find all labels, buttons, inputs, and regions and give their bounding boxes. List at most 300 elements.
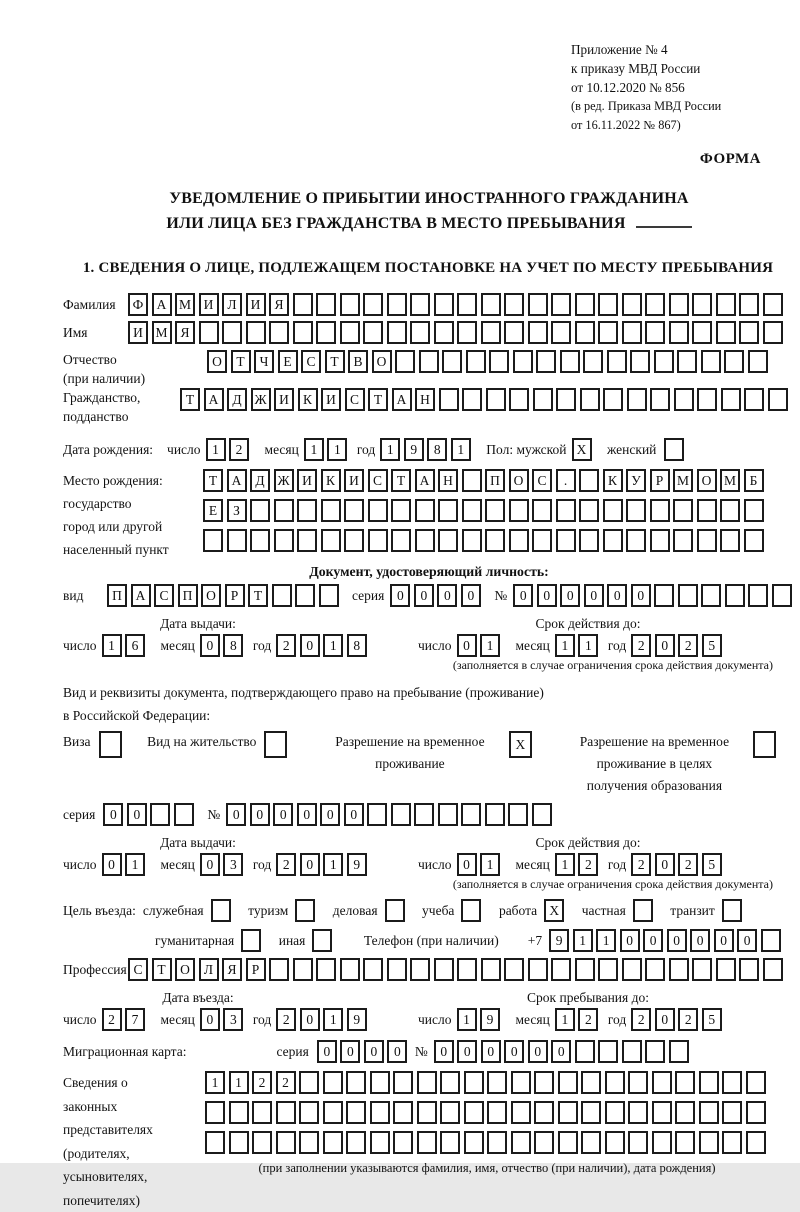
char-box[interactable]: С — [368, 469, 388, 492]
char-box[interactable]: 0 — [690, 929, 710, 952]
char-box[interactable]: 2 — [276, 634, 296, 657]
char-box[interactable] — [654, 350, 674, 373]
char-box[interactable]: 0 — [273, 803, 293, 826]
char-box[interactable]: 8 — [347, 634, 367, 657]
char-box[interactable] — [528, 321, 548, 344]
char-box[interactable] — [675, 1071, 695, 1094]
char-box[interactable] — [556, 529, 576, 552]
char-box[interactable] — [575, 321, 595, 344]
char-box[interactable] — [607, 350, 627, 373]
char-box[interactable] — [744, 388, 764, 411]
char-box[interactable]: И — [274, 388, 294, 411]
char-box[interactable]: 0 — [200, 634, 220, 657]
char-box[interactable]: 1 — [573, 929, 593, 952]
char-box[interactable] — [340, 321, 360, 344]
char-box[interactable] — [721, 388, 741, 411]
char-box[interactable]: И — [344, 469, 364, 492]
char-box[interactable] — [340, 293, 360, 316]
char-box[interactable] — [481, 958, 501, 981]
char-box[interactable] — [462, 469, 482, 492]
char-box[interactable]: 9 — [347, 1008, 367, 1031]
char-box[interactable] — [558, 1131, 578, 1154]
char-box[interactable] — [440, 1071, 460, 1094]
char-box[interactable] — [509, 388, 529, 411]
char-box[interactable] — [487, 1131, 507, 1154]
char-box[interactable]: X — [572, 438, 592, 461]
char-box[interactable] — [344, 499, 364, 522]
char-box[interactable] — [746, 1101, 766, 1124]
char-box[interactable]: 1 — [323, 634, 343, 657]
char-box[interactable]: Т — [231, 350, 251, 373]
char-box[interactable]: X — [544, 899, 564, 922]
char-box[interactable]: 1 — [102, 634, 122, 657]
char-box[interactable] — [264, 731, 287, 758]
char-box[interactable]: Р — [650, 469, 670, 492]
char-box[interactable]: Н — [415, 388, 435, 411]
char-box[interactable] — [650, 499, 670, 522]
char-box[interactable]: 0 — [457, 1040, 477, 1063]
char-box[interactable] — [295, 899, 315, 922]
char-box[interactable] — [511, 1131, 531, 1154]
char-box[interactable]: 1 — [229, 1071, 249, 1094]
char-box[interactable]: С — [532, 469, 552, 492]
char-box[interactable] — [417, 1131, 437, 1154]
char-box[interactable] — [645, 293, 665, 316]
char-box[interactable]: 0 — [461, 584, 481, 607]
char-box[interactable]: И — [297, 469, 317, 492]
char-box[interactable] — [321, 529, 341, 552]
char-box[interactable]: М — [673, 469, 693, 492]
char-box[interactable]: Т — [248, 584, 268, 607]
char-box[interactable] — [438, 803, 458, 826]
char-box[interactable]: Б — [744, 469, 764, 492]
char-box[interactable] — [462, 388, 482, 411]
char-box[interactable] — [699, 1101, 719, 1124]
char-box[interactable] — [462, 529, 482, 552]
char-box[interactable]: О — [509, 469, 529, 492]
char-box[interactable] — [323, 1101, 343, 1124]
char-box[interactable] — [645, 1040, 665, 1063]
char-box[interactable]: И — [246, 293, 266, 316]
char-box[interactable]: 1 — [555, 634, 575, 657]
char-box[interactable]: 3 — [223, 1008, 243, 1031]
char-box[interactable] — [316, 321, 336, 344]
char-box[interactable] — [344, 529, 364, 552]
char-box[interactable] — [504, 293, 524, 316]
char-box[interactable] — [551, 958, 571, 981]
char-box[interactable] — [461, 899, 481, 922]
char-box[interactable] — [393, 1131, 413, 1154]
char-box[interactable]: Л — [222, 293, 242, 316]
char-box[interactable]: 5 — [702, 634, 722, 657]
char-box[interactable] — [575, 293, 595, 316]
char-box[interactable]: 2 — [276, 1071, 296, 1094]
char-box[interactable] — [99, 731, 122, 758]
char-box[interactable]: У — [626, 469, 646, 492]
char-box[interactable]: 0 — [364, 1040, 384, 1063]
char-box[interactable] — [269, 958, 289, 981]
char-box[interactable]: 0 — [297, 803, 317, 826]
char-box[interactable] — [532, 529, 552, 552]
char-box[interactable] — [346, 1131, 366, 1154]
char-box[interactable] — [370, 1101, 390, 1124]
char-box[interactable] — [319, 584, 339, 607]
char-box[interactable] — [457, 958, 477, 981]
char-box[interactable] — [630, 350, 650, 373]
char-box[interactable] — [346, 1101, 366, 1124]
char-box[interactable] — [532, 499, 552, 522]
char-box[interactable] — [466, 350, 486, 373]
char-box[interactable] — [438, 529, 458, 552]
char-box[interactable]: 0 — [457, 634, 477, 657]
char-box[interactable] — [462, 499, 482, 522]
char-box[interactable] — [370, 1071, 390, 1094]
char-box[interactable] — [393, 1101, 413, 1124]
char-box[interactable] — [598, 321, 618, 344]
char-box[interactable] — [722, 1131, 742, 1154]
char-box[interactable] — [295, 584, 315, 607]
char-box[interactable] — [556, 499, 576, 522]
char-box[interactable]: 0 — [481, 1040, 501, 1063]
char-box[interactable] — [415, 529, 435, 552]
char-box[interactable] — [622, 1040, 642, 1063]
char-box[interactable] — [575, 1040, 595, 1063]
char-box[interactable] — [674, 388, 694, 411]
char-box[interactable]: З — [227, 499, 247, 522]
char-box[interactable]: 0 — [643, 929, 663, 952]
char-box[interactable]: 0 — [390, 584, 410, 607]
char-box[interactable] — [393, 1071, 413, 1094]
char-box[interactable]: Я — [269, 293, 289, 316]
char-box[interactable] — [485, 803, 505, 826]
char-box[interactable] — [457, 293, 477, 316]
char-box[interactable]: Т — [152, 958, 172, 981]
char-box[interactable] — [410, 293, 430, 316]
char-box[interactable] — [748, 350, 768, 373]
char-box[interactable] — [677, 350, 697, 373]
char-box[interactable]: Ж — [251, 388, 271, 411]
char-box[interactable] — [410, 958, 430, 981]
char-box[interactable]: 0 — [102, 853, 122, 876]
char-box[interactable] — [391, 529, 411, 552]
char-box[interactable] — [293, 293, 313, 316]
char-box[interactable]: 0 — [127, 803, 147, 826]
char-box[interactable] — [269, 321, 289, 344]
char-box[interactable]: 0 — [631, 584, 651, 607]
char-box[interactable]: П — [178, 584, 198, 607]
char-box[interactable] — [652, 1071, 672, 1094]
char-box[interactable] — [744, 529, 764, 552]
char-box[interactable] — [487, 1101, 507, 1124]
char-box[interactable] — [205, 1101, 225, 1124]
char-box[interactable] — [645, 958, 665, 981]
char-box[interactable] — [534, 1071, 554, 1094]
char-box[interactable] — [692, 321, 712, 344]
char-box[interactable]: 0 — [340, 1040, 360, 1063]
char-box[interactable] — [509, 499, 529, 522]
char-box[interactable]: 1 — [578, 634, 598, 657]
char-box[interactable] — [481, 293, 501, 316]
char-box[interactable]: Д — [227, 388, 247, 411]
char-box[interactable] — [227, 529, 247, 552]
char-box[interactable]: Т — [391, 469, 411, 492]
char-box[interactable] — [579, 469, 599, 492]
char-box[interactable]: 0 — [667, 929, 687, 952]
char-box[interactable] — [485, 499, 505, 522]
char-box[interactable] — [417, 1101, 437, 1124]
char-box[interactable]: 0 — [560, 584, 580, 607]
char-box[interactable] — [722, 1071, 742, 1094]
char-box[interactable] — [442, 350, 462, 373]
char-box[interactable]: Т — [203, 469, 223, 492]
char-box[interactable]: 0 — [551, 1040, 571, 1063]
char-box[interactable]: 9 — [549, 929, 569, 952]
char-box[interactable] — [150, 803, 170, 826]
char-box[interactable]: А — [227, 469, 247, 492]
char-box[interactable] — [716, 321, 736, 344]
char-box[interactable]: 2 — [229, 438, 249, 461]
char-box[interactable] — [622, 958, 642, 981]
char-box[interactable] — [316, 293, 336, 316]
char-box[interactable] — [697, 388, 717, 411]
char-box[interactable] — [241, 929, 261, 952]
char-box[interactable] — [558, 1071, 578, 1094]
char-box[interactable] — [440, 1101, 460, 1124]
char-box[interactable] — [678, 584, 698, 607]
char-box[interactable] — [725, 584, 745, 607]
char-box[interactable]: 5 — [702, 853, 722, 876]
char-box[interactable] — [434, 958, 454, 981]
char-box[interactable] — [340, 958, 360, 981]
char-box[interactable] — [461, 803, 481, 826]
char-box[interactable] — [509, 529, 529, 552]
char-box[interactable] — [768, 388, 788, 411]
char-box[interactable] — [199, 321, 219, 344]
char-box[interactable] — [628, 1131, 648, 1154]
char-box[interactable] — [724, 350, 744, 373]
char-box[interactable]: 0 — [226, 803, 246, 826]
char-box[interactable] — [250, 529, 270, 552]
char-box[interactable]: И — [321, 388, 341, 411]
char-box[interactable]: О — [372, 350, 392, 373]
char-box[interactable]: 0 — [737, 929, 757, 952]
char-box[interactable] — [583, 350, 603, 373]
char-box[interactable] — [481, 321, 501, 344]
char-box[interactable] — [675, 1101, 695, 1124]
char-box[interactable] — [312, 929, 332, 952]
char-box[interactable] — [387, 958, 407, 981]
char-box[interactable] — [622, 321, 642, 344]
char-box[interactable] — [598, 293, 618, 316]
char-box[interactable] — [293, 321, 313, 344]
char-box[interactable] — [673, 529, 693, 552]
char-box[interactable]: 0 — [300, 1008, 320, 1031]
char-box[interactable] — [669, 1040, 689, 1063]
char-box[interactable] — [669, 321, 689, 344]
char-box[interactable]: 5 — [702, 1008, 722, 1031]
char-box[interactable] — [346, 1071, 366, 1094]
char-box[interactable]: 7 — [125, 1008, 145, 1031]
char-box[interactable]: К — [321, 469, 341, 492]
char-box[interactable] — [746, 1071, 766, 1094]
char-box[interactable]: П — [107, 584, 127, 607]
char-box[interactable] — [368, 529, 388, 552]
char-box[interactable] — [368, 499, 388, 522]
char-box[interactable] — [440, 1131, 460, 1154]
char-box[interactable] — [720, 499, 740, 522]
char-box[interactable]: 1 — [480, 853, 500, 876]
char-box[interactable] — [650, 388, 670, 411]
char-box[interactable]: С — [345, 388, 365, 411]
char-box[interactable]: 1 — [205, 1071, 225, 1094]
char-box[interactable] — [761, 929, 781, 952]
char-box[interactable] — [622, 293, 642, 316]
char-box[interactable] — [410, 321, 430, 344]
char-box[interactable]: 2 — [631, 634, 651, 657]
char-box[interactable] — [276, 1101, 296, 1124]
char-box[interactable]: 1 — [206, 438, 226, 461]
char-box[interactable]: 0 — [457, 853, 477, 876]
char-box[interactable] — [603, 499, 623, 522]
char-box[interactable] — [699, 1131, 719, 1154]
char-box[interactable]: 3 — [223, 853, 243, 876]
char-box[interactable] — [274, 529, 294, 552]
char-box[interactable] — [692, 293, 712, 316]
char-box[interactable]: 0 — [387, 1040, 407, 1063]
char-box[interactable] — [598, 958, 618, 981]
char-box[interactable] — [323, 1071, 343, 1094]
char-box[interactable] — [297, 499, 317, 522]
char-box[interactable] — [669, 293, 689, 316]
char-box[interactable] — [697, 499, 717, 522]
char-box[interactable]: Л — [199, 958, 219, 981]
char-box[interactable] — [628, 1101, 648, 1124]
char-box[interactable]: 0 — [320, 803, 340, 826]
char-box[interactable]: 0 — [344, 803, 364, 826]
char-box[interactable]: 1 — [327, 438, 347, 461]
char-box[interactable]: С — [128, 958, 148, 981]
char-box[interactable]: 2 — [578, 853, 598, 876]
char-box[interactable] — [363, 321, 383, 344]
char-box[interactable]: О — [697, 469, 717, 492]
char-box[interactable] — [415, 499, 435, 522]
char-box[interactable] — [414, 803, 434, 826]
char-box[interactable] — [387, 293, 407, 316]
char-box[interactable] — [739, 958, 759, 981]
char-box[interactable]: 9 — [404, 438, 424, 461]
char-box[interactable]: А — [415, 469, 435, 492]
char-box[interactable]: Н — [438, 469, 458, 492]
char-box[interactable]: 0 — [607, 584, 627, 607]
char-box[interactable]: Т — [368, 388, 388, 411]
char-box[interactable] — [580, 388, 600, 411]
char-box[interactable]: 0 — [317, 1040, 337, 1063]
char-box[interactable]: 2 — [102, 1008, 122, 1031]
char-box[interactable] — [316, 958, 336, 981]
char-box[interactable]: 1 — [323, 853, 343, 876]
char-box[interactable] — [560, 350, 580, 373]
char-box[interactable] — [603, 529, 623, 552]
char-box[interactable] — [744, 499, 764, 522]
char-box[interactable] — [391, 803, 411, 826]
char-box[interactable] — [605, 1131, 625, 1154]
char-box[interactable] — [508, 803, 528, 826]
char-box[interactable] — [487, 1071, 507, 1094]
char-box[interactable]: 1 — [451, 438, 471, 461]
char-box[interactable]: 0 — [300, 634, 320, 657]
char-box[interactable]: С — [154, 584, 174, 607]
char-box[interactable] — [528, 958, 548, 981]
char-box[interactable]: А — [152, 293, 172, 316]
char-box[interactable] — [205, 1131, 225, 1154]
char-box[interactable]: 0 — [655, 1008, 675, 1031]
char-box[interactable] — [439, 388, 459, 411]
char-box[interactable] — [528, 293, 548, 316]
char-box[interactable] — [511, 1071, 531, 1094]
char-box[interactable] — [276, 1131, 296, 1154]
char-box[interactable] — [272, 584, 292, 607]
char-box[interactable] — [720, 529, 740, 552]
char-box[interactable]: В — [348, 350, 368, 373]
char-box[interactable] — [669, 958, 689, 981]
char-box[interactable] — [739, 293, 759, 316]
char-box[interactable]: М — [175, 293, 195, 316]
char-box[interactable]: 0 — [513, 584, 533, 607]
char-box[interactable] — [763, 958, 783, 981]
char-box[interactable] — [664, 438, 684, 461]
char-box[interactable]: 1 — [323, 1008, 343, 1031]
char-box[interactable]: С — [301, 350, 321, 373]
char-box[interactable] — [299, 1131, 319, 1154]
char-box[interactable] — [763, 293, 783, 316]
char-box[interactable] — [299, 1071, 319, 1094]
char-box[interactable]: 2 — [678, 634, 698, 657]
char-box[interactable] — [229, 1101, 249, 1124]
char-box[interactable] — [605, 1071, 625, 1094]
char-box[interactable]: 2 — [276, 853, 296, 876]
char-box[interactable] — [699, 1071, 719, 1094]
char-box[interactable] — [533, 388, 553, 411]
char-box[interactable] — [363, 293, 383, 316]
char-box[interactable] — [252, 1131, 272, 1154]
char-box[interactable] — [753, 731, 776, 758]
char-box[interactable] — [603, 388, 623, 411]
char-box[interactable] — [274, 499, 294, 522]
char-box[interactable] — [532, 803, 552, 826]
char-box[interactable] — [387, 321, 407, 344]
char-box[interactable]: О — [201, 584, 221, 607]
char-box[interactable] — [229, 1131, 249, 1154]
char-box[interactable]: 0 — [414, 584, 434, 607]
char-box[interactable] — [746, 1131, 766, 1154]
char-box[interactable]: Р — [225, 584, 245, 607]
char-box[interactable] — [763, 321, 783, 344]
char-box[interactable] — [504, 958, 524, 981]
char-box[interactable] — [633, 899, 653, 922]
char-box[interactable] — [246, 321, 266, 344]
char-box[interactable] — [464, 1071, 484, 1094]
char-box[interactable]: И — [128, 321, 148, 344]
char-box[interactable] — [626, 499, 646, 522]
char-box[interactable] — [748, 584, 768, 607]
char-box[interactable]: О — [207, 350, 227, 373]
char-box[interactable] — [504, 321, 524, 344]
char-box[interactable]: 0 — [655, 634, 675, 657]
char-box[interactable]: Е — [203, 499, 223, 522]
char-box[interactable]: Ф — [128, 293, 148, 316]
char-box[interactable]: 0 — [200, 1008, 220, 1031]
char-box[interactable] — [551, 321, 571, 344]
